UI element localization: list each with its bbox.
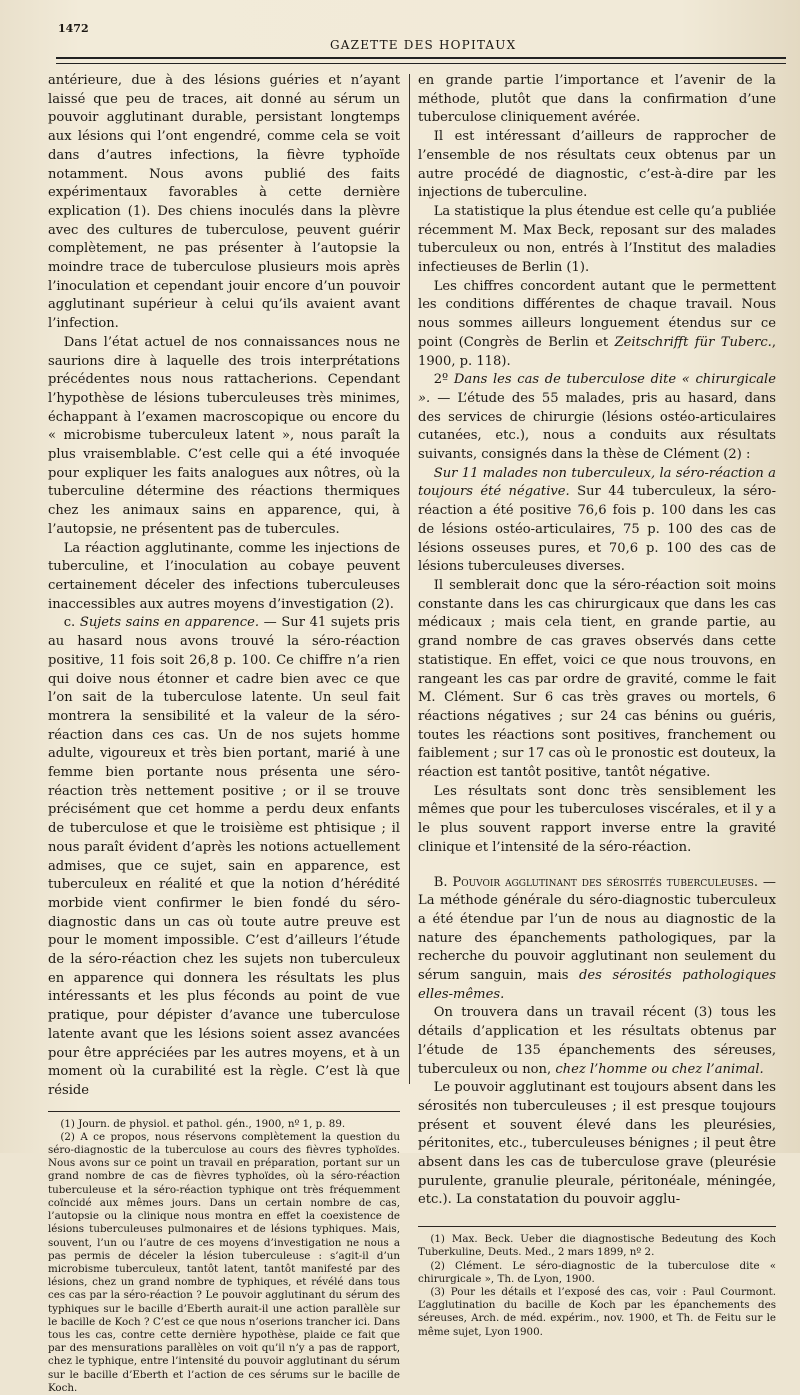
paragraph-text: On trouvera dans un travail récent (3) tous les détails d’application et les résultats obtenus par l’étude de 135 épanchements des séreuses, tuberculeux ou non, <box>418 1005 776 1077</box>
footnote-separator <box>48 1111 400 1112</box>
left-column <box>48 72 400 1395</box>
right-paragraph <box>418 1004 776 1079</box>
paragraph-text: Les chiffres concordent autant que le permettent les conditions différentes de chaque travail. Nous nous sommes ailleurs longuement étendus sur ce point (Congrès de Berlin et <box>418 278 776 350</box>
paragraph-text: — L’étude des 55 malades, pris au hasard, dans des services de chirurgie (lésions ostéo-articulaires cutanées, etc.), nous a conduits aux résultats suivants, consignés dans la thèse de Clément (2) : <box>418 390 776 463</box>
section-b-paragraph <box>418 874 776 1005</box>
journal-title: Zeitschrifft für Tuberc. <box>614 334 772 350</box>
header-rule <box>56 57 786 64</box>
emphasis-text: chez l’homme ou chez l’animal. <box>555 1061 764 1077</box>
footnote: (3) Pour les détails et l’exposé des cas, voir : Paul Courmont. L’agglutination du bacille de Koch par les épanchements des séreuses, Arch. de méd. expérim., nov. 1900, et Th. de Feitu sur le même sujet, Lyon 1900. <box>418 1286 776 1338</box>
left-paragraph: Dans l’état actuel de nos connaissances nous ne saurions dire à laquelle des trois interprétations précédentes nous nous rattacherions. Cependant l’hypothèse de lésions tuberculeuses très minimes, échappant à l’examen macroscopique ou encore du « microbisme tuberculeux latent », nous paraît la plus vraisemblable. C’est celle qui a été invoquée pour expliquer les faits analogues aux nôtres, où la tuberculine détermine des réactions thermiques chez les animaux sains en apparence, qui, à l’autopsie, ne présentent pas de tubercules. <box>48 334 400 537</box>
right-paragraph: en grande partie l’importance et l’avenir de la méthode, plutôt que dans la confirmation d’une tuberculose cliniquement avérée. <box>418 73 776 126</box>
page-number: 1472 <box>58 22 89 35</box>
paragraph-text: — La méthode générale du séro-diagnostic tuberculeux a été étendue par l’un de nous au diagnostic de la nature des épanchements pathologiques, par la recherche du pouvoir agglutinant non seulement du sérum sanguin, mais <box>418 874 776 984</box>
right-paragraph: Les résultats sont donc très sensiblement les mêmes que pour les tuberculoses viscérales, et il y a le plus souvent rapport inverse entre la gravité clinique et l’intensité de la séro-réaction. <box>418 783 776 855</box>
right-footnotes <box>418 1233 776 1339</box>
footnote: (1) Journ. de physiol. et pathol. gén., 1900, nº 1, p. 89. <box>60 1117 346 1130</box>
right-paragraph: Il semblerait donc que la séro-réaction soit moins constante dans les cas chirurgicaux que dans les cas médicaux ; mais cela tient, en grande partie, au grand nombre de cas graves observés dans cette statistique. En effet, voici ce que nous trouvons, en rangeant les cas par ordre de gravité, comme le fait M. Clément. Sur 6 cas très graves ou mortels, 6 réactions négatives ; sur 24 cas bénins ou guéris, toutes les réactions sont positives, franchement ou faiblement ; sur 17 cas où le pronostic est douteux, la réaction est tantôt positive, tantôt négative. <box>418 577 776 781</box>
paragraph-text: Sur 44 tuberculeux, la séro-réaction a été positive 76,6 fois p. 100 dans les cas de lésions ostéo-articulaires, 75 p. 100 des cas de lésions osseuses pures, et 70,6 p. 100 des cas de lésions tuberculeuses diverses. <box>418 484 776 575</box>
emphasis-text: des sérosités pathologiques elles-mêmes. <box>418 968 776 1002</box>
right-column <box>418 72 776 1339</box>
section-c-paragraph <box>48 614 400 1100</box>
running-title: GAZETTE DES HOPITAUX <box>330 38 517 52</box>
footnote: (2) Clément. Le séro-diagnostic de la tuberculose dite « chirurgicale », Th. de Lyon, 1900. <box>418 1259 776 1285</box>
footnote: (1) Max. Beck. Ueber die diagnostische Bedeutung des Koch Tuberkuline, Deuts. Med., 2 mars 1899, nº 2. <box>418 1233 776 1259</box>
section-b-heading: B. Pouvoir agglutinant des sérosités tuberculeuses. <box>433 874 759 890</box>
right-paragraph <box>418 371 776 465</box>
footnote: (2) A ce propos, nous réservons complètement la question du séro-diagnostic de la tuberculose au cours des fièvres typhoïdes. Nous avons sur ce point un travail en préparation, portant sur un grand nombre de cas de fièvres typhoïdes, où la séro-réaction tuberculeuse et la séro-réaction typhique ont très fréquemment coïncidé aux mêmes jours. Dans un certain nombre de cas, l’autopsie ou la clinique nous montra en effet la coexistence de lésions tuberculeuses pulmonaires et de lésions typhiques. Mais, souvent, l’un ou l’autre de ces moyens d’investigation ne nous a pas permis de déceler la lésion tuberculeuse : s’agit-il d’un microbisme tuberculeux, tantôt latent, tantôt manifesté par des lésions, chez un grand nombre de typhiques, et révélé dans tous ces cas par la séro-réaction ? Le pouvoir agglutinant du sérum des typhiques sur le bacille d’Eberth aurait-il une action parallèle sur le bacille de Koch ? C’est ce que nous n’oserions trancher ici. Dans tous les cas, contre cette dernière hypothèse, plaide ce fait que par des mensurations parallèles on voit qu’il n’y a pas de rapport, chez le typhique, entre l’intensité du pouvoir agglutinant du sérum sur le bacille d’Eberth et l’action de ces sérums sur le bacille de Koch. <box>48 1130 400 1394</box>
right-paragraph <box>418 278 776 372</box>
emphasis-text: Sur 11 malades non tuberculeux, la séro-réaction a toujours été négative. <box>418 465 776 500</box>
right-paragraph: Il est intéressant d’ailleurs de rapprocher de l’ensemble de nos résultats ceux obtenus par un autre procédé de diagnostic, c’est-à-dire par les injections de tuberculine. <box>418 129 776 201</box>
subsection-title: Dans les cas de tuberculose dite « chirurgicale ». <box>418 372 776 406</box>
left-paragraph: La réaction agglutinante, comme les injections de tuberculine, et l’inoculation au cobaye peuvent certainement déceler des infections tuberculeuses inaccessibles aux autres moyens d’investigation (2). <box>48 540 400 612</box>
section-c-text: — Sur 41 sujets pris au hasard nous avons trouvé la séro-réaction positive, 11 fois soit 26,8 p. 100. Ce chiffre n’a rien qui doive nous étonner et cadre bien avec ce que l’on sait de la tuberculose latente. Un seul fait montrera la sensibilité et la valeur de la séro-réaction dans ces cas. Un de nos sujets homme adulte, vigoureux et très bien portant, marié à une femme bien portante nous présenta une séro-réaction très nettement positive ; or il se trouve précisément que cet homme a perdu deux enfants de tuberculose et que le troisième est phtisique ; il nous paraît évident d’après les notions actuellement admises, que ce sujet, sain en apparence, est tuberculeux en réalité et que la notion d’hérédité morbide vient confirmer le bien fondé du séro-diagnostic dans un cas où toute autre preuve est pour le moment impossible. C’est d’ailleurs l’étude de la séro-réaction chez les sujets non tuberculeux en apparence qui donnera les résultats les plus intéressants et les plus féconds au point de vue pratique, pour dépister d’avance une tuberculose latente avant que les lésions soient assez avancées pour être appréciées par les autres moyens, et à un moment où la curabilité est la règle. C’est là que réside <box>48 615 400 1098</box>
section-c-title: Sujets sains en apparence. <box>79 615 259 631</box>
section-c-label: c. <box>63 615 76 631</box>
left-footnotes <box>48 1118 400 1395</box>
left-paragraph: antérieure, due à des lésions guéries et n’ayant laissé que peu de traces, ait donné au sérum un pouvoir agglutinant durable, persistant longtemps aux lésions qui l’ont engendré, comme cela se voit dans d’autres infections, la fièvre typhoïde notamment. Nous avons publié des faits expérimentaux favorables à cette dernière explication (1). Des chiens inoculés dans la plèvre avec des cultures de tuberculose, peuvent guérir complètement, ne pas présenter à l’autopsie la moindre trace de tuberculose plusieurs mois après l’inoculation et cependant jouir encore d’un pouvoir agglutinant supérieur à celui qu’ils avaient avant l’infection. <box>48 73 400 332</box>
right-paragraph: Le pouvoir agglutinant est toujours absent dans les sérosités non tuberculeuses ; il est presque toujours présent et souvent élevé dans les pleurésies, péritonites, etc., tuberculeuses bénignes ; il peut être absent dans les cas de tuberculose grave (pleurésie purulente, granulie pleurale, péritonéale, méningée, etc.). La constatation du pouvoir agglu- <box>418 1080 776 1208</box>
right-paragraph <box>418 465 776 577</box>
column-divider <box>409 74 410 1084</box>
paragraph-text: , 1900, p. 118). <box>418 334 777 369</box>
item-label: 2º <box>433 372 454 388</box>
right-paragraph: La statistique la plus étendue est celle qu’a publiée récemment M. Max Beck, reposant sur des malades tuberculeux ou non, entrés à l’Institut des maladies infectieuses de Berlin (1). <box>418 203 776 276</box>
footnote-separator <box>418 1226 776 1227</box>
